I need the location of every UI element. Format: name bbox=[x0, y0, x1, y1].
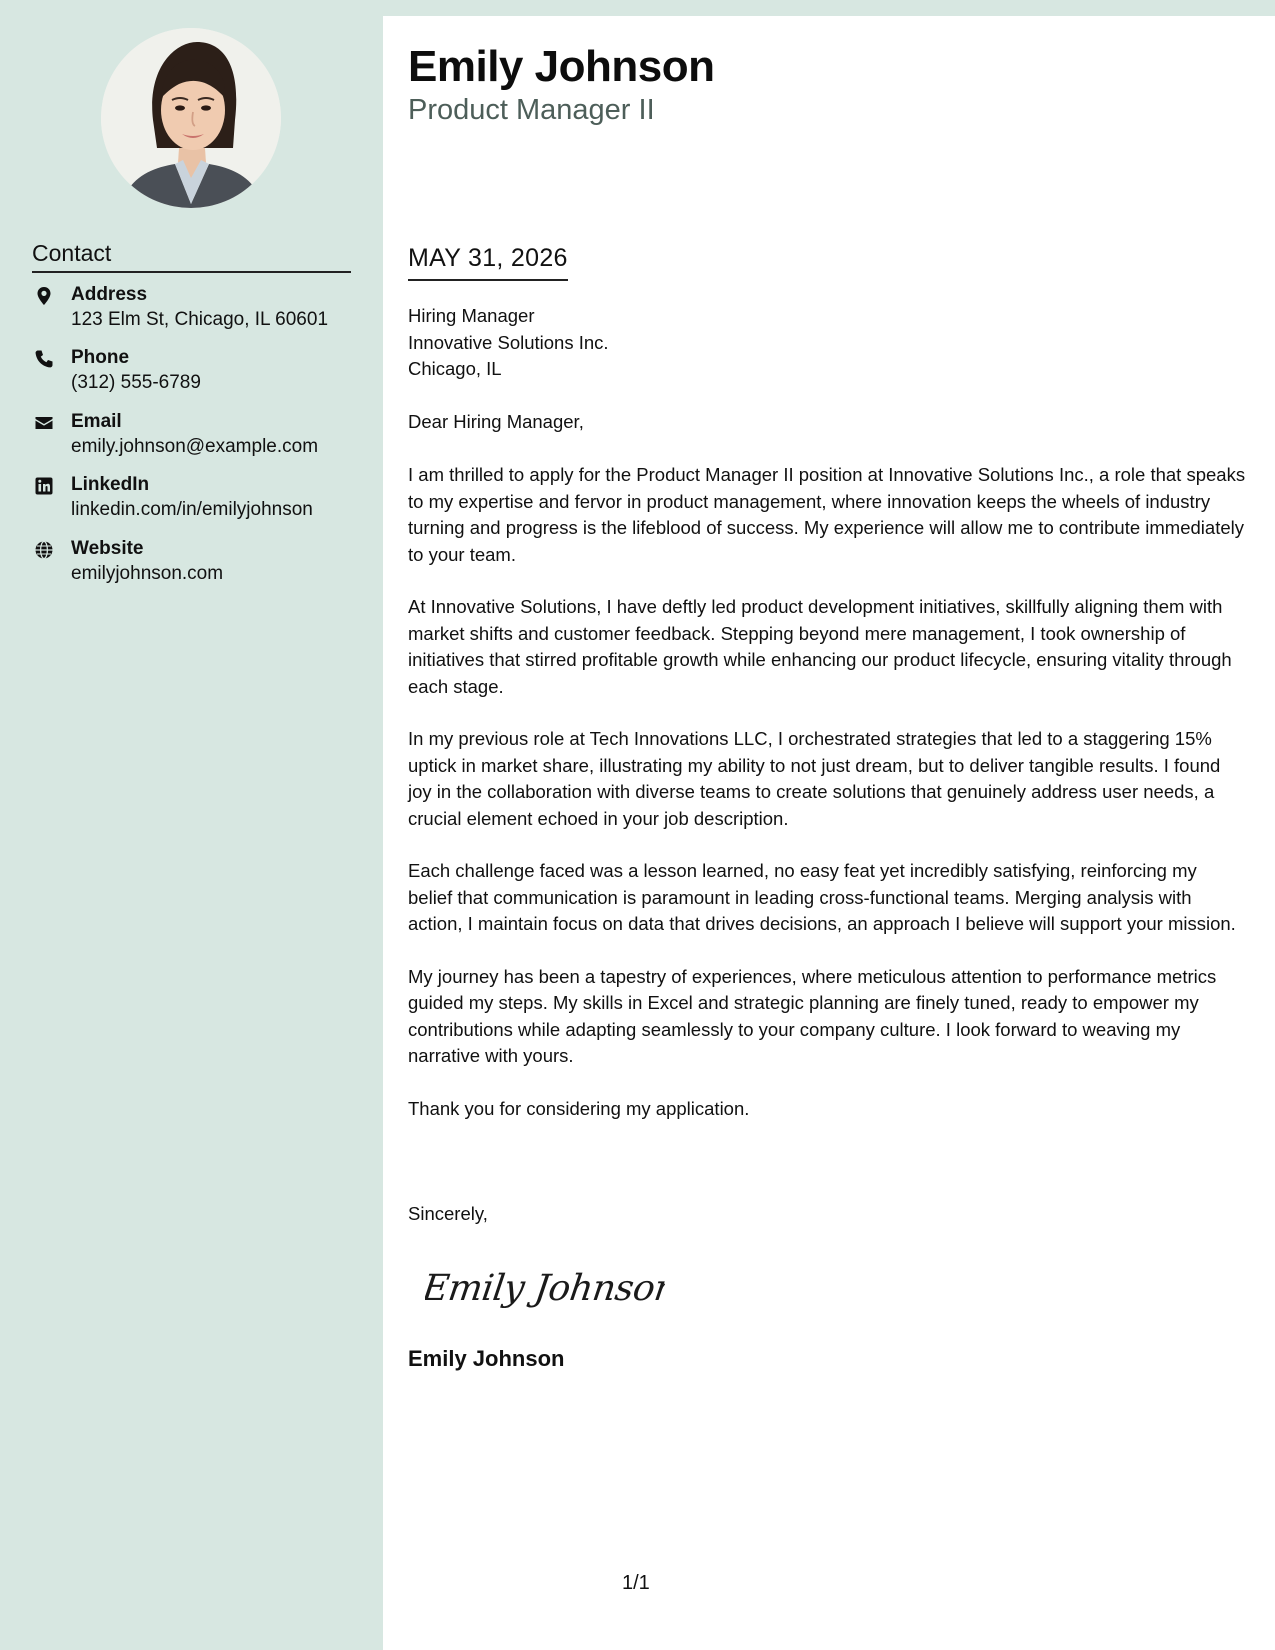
recipient-block bbox=[408, 303, 609, 383]
recipient-line: Innovative Solutions Inc. bbox=[408, 331, 609, 353]
phone-icon bbox=[34, 349, 54, 369]
salutation: Dear Hiring Manager, bbox=[408, 411, 584, 432]
handwritten-signature bbox=[425, 1258, 665, 1314]
recipient-line: Hiring Manager bbox=[408, 305, 535, 326]
contact-list bbox=[32, 284, 362, 601]
letter-date: MAY 31, 2026 bbox=[408, 244, 568, 281]
contact-item-address bbox=[32, 284, 362, 347]
contact-value: emilyjohnson.com bbox=[71, 562, 224, 584]
map-pin-icon bbox=[34, 286, 54, 306]
profile-photo bbox=[101, 28, 281, 208]
contact-value: (312) 555-6789 bbox=[71, 372, 201, 394]
body-paragraph: At Innovative Solutions, I have deftly led product development initiatives, skillfully aligning them with market shifts and customer feedback. Stepping beyond mere management, I took ownership of initiatives that stirred profitable growth while enhancing our product lifecycle, ensuring vitality through each stage. bbox=[408, 596, 1232, 697]
contact-label: Address bbox=[71, 284, 148, 305]
closing: Sincerely, bbox=[408, 1203, 488, 1224]
contact-value: linkedin.com/in/emilyjohnson bbox=[71, 499, 313, 521]
contact-label: Website bbox=[71, 537, 144, 559]
contact-label: Email bbox=[71, 410, 122, 432]
contact-heading: Contact bbox=[32, 240, 351, 273]
linkedin-icon bbox=[34, 476, 54, 496]
body-paragraph: Thank you for considering my application. bbox=[408, 1097, 750, 1119]
contact-item-website bbox=[32, 538, 362, 601]
page-number: 1/1 bbox=[622, 1572, 650, 1594]
body-paragraph: In my previous role at Tech Innovations LLC, I orchestrated strategies that led to a staggering 15% uptick in market share, illustrating my ability to not just dream, but to deliver tangible results. I found joy in the collaboration with diverse teams to create solutions that genuinely address user needs, a crucial element echoed in your job description. bbox=[408, 728, 1221, 829]
signoff-name: Emily Johnson bbox=[408, 1346, 565, 1371]
recipient-line: Chicago, IL bbox=[408, 358, 502, 379]
contact-item-phone bbox=[32, 347, 362, 410]
letter-body bbox=[408, 462, 1246, 1148]
contact-value: 123 Elm St, Chicago, IL 60601 bbox=[71, 309, 329, 330]
applicant-title: Product Manager II bbox=[408, 94, 655, 126]
contact-label: LinkedIn bbox=[71, 474, 150, 496]
contact-label: Phone bbox=[71, 347, 130, 369]
globe-icon bbox=[34, 540, 54, 560]
sidebar bbox=[0, 0, 383, 1650]
applicant-name: Emily Johnson bbox=[408, 42, 715, 91]
body-paragraph: Each challenge faced was a lesson learned, no easy feat yet incredibly satisfying, reinforcing my belief that communication is paramount in leading cross-functional teams. Merging analysis with action, I maintain focus on data that drives decisions, an approach I believe will support your mission. bbox=[408, 860, 1236, 934]
contact-item-email bbox=[32, 411, 362, 474]
contact-item-linkedin bbox=[32, 474, 362, 537]
envelope-icon bbox=[34, 413, 54, 433]
svg-text:Emily Johnson: Emily Johnson bbox=[425, 1266, 665, 1309]
body-paragraph: I am thrilled to apply for the Product Manager II position at Innovative Solutions Inc., a role that speaks to my expertise and fervor in product management, where innovation keeps the wheels of industry turning and progress is the lifeblood of success. My experience will allow me to contribute immediately to your team. bbox=[408, 464, 1246, 565]
contact-value: emily.johnson@example.com bbox=[71, 435, 319, 457]
body-paragraph: My journey has been a tapestry of experiences, where meticulous attention to performance metrics guided my steps. My skills in Excel and strategic planning are finely tuned, ready to empower my contributions while adapting seamlessly to your company culture. I look forward to weaving my narrative with yours. bbox=[408, 965, 1217, 1066]
